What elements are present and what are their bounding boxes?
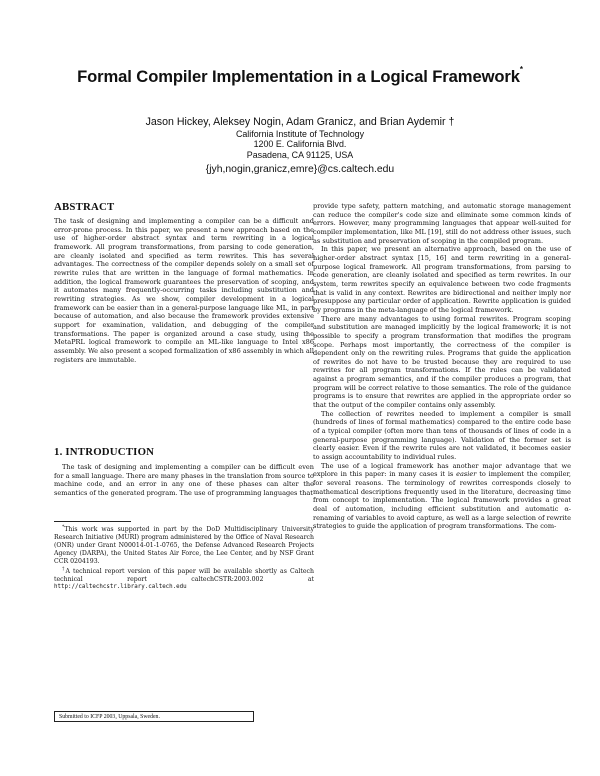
address-line-1: 1200 E. California Blvd. <box>253 139 347 150</box>
introduction-body <box>54 463 314 498</box>
right-paragraph-1: provide type safety, pattern matching, and automatic storage management can reduce the compiler's code size and eliminate some common kinds of errors. However, many programming languages that appear well-suited for compiler implementation, like ML [19], still do not address other issues, such as substitution and preservation of scoping in the compiled program. <box>313 202 571 245</box>
author-block <box>0 116 600 177</box>
author-names <box>0 116 600 129</box>
right-paragraph-5 <box>313 462 571 531</box>
abstract-body <box>54 217 314 364</box>
footnote-2-url[interactable]: http://caltechcstr.library.caltech.edu <box>54 584 187 591</box>
right-paragraph-5-emphasis: easier <box>456 470 477 479</box>
author-names-text: Jason Hickey, Aleksey Nogin, Adam Granicz, and Brian Aydemir <box>145 116 446 128</box>
footnote-2 <box>54 566 314 593</box>
affiliation: California Institute of Technology <box>235 129 365 139</box>
footnotes <box>54 524 314 592</box>
footnote-1-text: This work was supported in part by the DoD Multidisciplinary University Research Initiative (MURI) program administered by the Office of Naval Research (ONR) under Grant N00014-01-1-0765, the Defense Advanced Research Projects Agency (DARPA), the United States Air Force, the Lee Center, and by NSF Grant CCR 0204193. <box>54 526 314 565</box>
abstract-paragraph: The task of designing and implementing a compiler can be a difficult and error-prone process. In this paper, we present a new approach based on the use of higher-order abstract syntax and term rewriting in a logical framework. All program transformations, from parsing to code generation, are cleanly isolated and specified as term rewrites. This has several advantages. The correctness of the compiler depends solely on a small set of rewrite rules that are written in the language of formal mathematics. In addition, the logical framework guarantees the preservation of scoping, and it automates many frequently-occurring tasks including substitution and rewriting strategies. As we show, compiler development in a logical framework can be easier than in a general-purpose language like ML, in part because of automation, and also because the framework provides extensive support for examination, validation, and debugging of the compiler transformations. The paper is organized around a case study, using the MetaPRL logical framework to compile an ML-like language to Intel x86 assembly. We also present a scoped formalization of x86 assembly in which all registers are immutable. <box>54 217 314 364</box>
author-email: {jyh,nogin,granicz,emre}@cs.caltech.edu <box>205 164 395 176</box>
right-paragraph-2: In this paper, we present an alternative approach, based on the use of higher-order abstract syntax [15, 16] and term rewriting in a general-purpose logical framework. All program transformations, from parsing to code generation, are cleanly isolated and specified as term rewrites. In our system, term rewrites specify an equivalence between two code fragments that is valid in any context. Rewrites are bidirectional and neither imply nor presuppose any particular order of application. Rewrite application is guided by programs in the meta-language of the logical framework. <box>313 245 571 314</box>
introduction-heading: 1. INTRODUCTION <box>54 446 155 458</box>
title-footnote-mark: * <box>519 65 523 74</box>
author-footnote-mark: † <box>448 116 455 128</box>
right-paragraph-5-start: The use of a logical framework has another major advantage that we explore in this paper: in many cases it is <box>313 461 571 479</box>
submission-note: Submitted to ICFP 2003, Uppsala, Sweden. <box>54 711 254 722</box>
paper-title <box>0 67 600 87</box>
paper-title-text: Formal Compiler Implementation in a Logical Framework <box>77 67 520 86</box>
right-paragraph-4: The collection of rewrites needed to implement a compiler is small (hundreds of lines of formal mathematics) compared to the entire code base of a typical compiler (often more than tens of thousands of lines of code in a general-purpose programming language). Validation of the former set is clearly easier. Even if the rewrite rules are not validated, it becomes easier to assign accountability to individual rules. <box>313 409 571 462</box>
right-paragraph-3: There are many advantages to using formal rewrites. Program scoping and substitution are managed implicitly by the logical framework; it is not possible to specify a program transformation that modifies the program scope. Perhaps most importantly, the correctness of the compiler is dependent only on the rewriting rules. Programs that guide the application of rewrites do not have to be trusted because they are required to use rewrites for all program transformations. If the rules can be validated against a program semantics, and if the compiler produces a program, that program will be correct relative to those semantics. The role of the guidance programs is to ensure that rewrites are applied in the appropriate order so that the output of the compiler contains only assembly. <box>313 314 571 410</box>
right-paragraph-5-end: to implement the compiler, for several reasons. The terminology of rewrites corresponds closely to mathematical descriptions frequently used in the literature, decreasing time from concept to implementation. The logical framework provides a great deal of automation, including efficient substitution and automatic α-renaming of variables to avoid capture, as well as a large selection of rewrite strategies to guide the application of program transformations. The com- <box>313 470 571 531</box>
address-line-2: Pasadena, CA 91125, USA <box>246 149 354 160</box>
right-column <box>313 202 571 531</box>
footnote-2-text: A technical report version of this paper will be available shortly as Caltech technical report caltechCSTR:2003.002 at <box>54 567 315 583</box>
footnote-rule <box>54 521 131 522</box>
footnote-2-mark: † <box>62 566 66 572</box>
introduction-paragraph: The task of designing and implementing a compiler can be difficult even for a small language. There are many phases in the translation from source to machine code, and an error in any one of these phases can alter the semantics of the generated program. The use of programming languages that <box>54 463 314 497</box>
footnote-1-mark: * <box>62 525 65 530</box>
abstract-heading: ABSTRACT <box>54 201 115 213</box>
footnote-1 <box>54 524 314 566</box>
